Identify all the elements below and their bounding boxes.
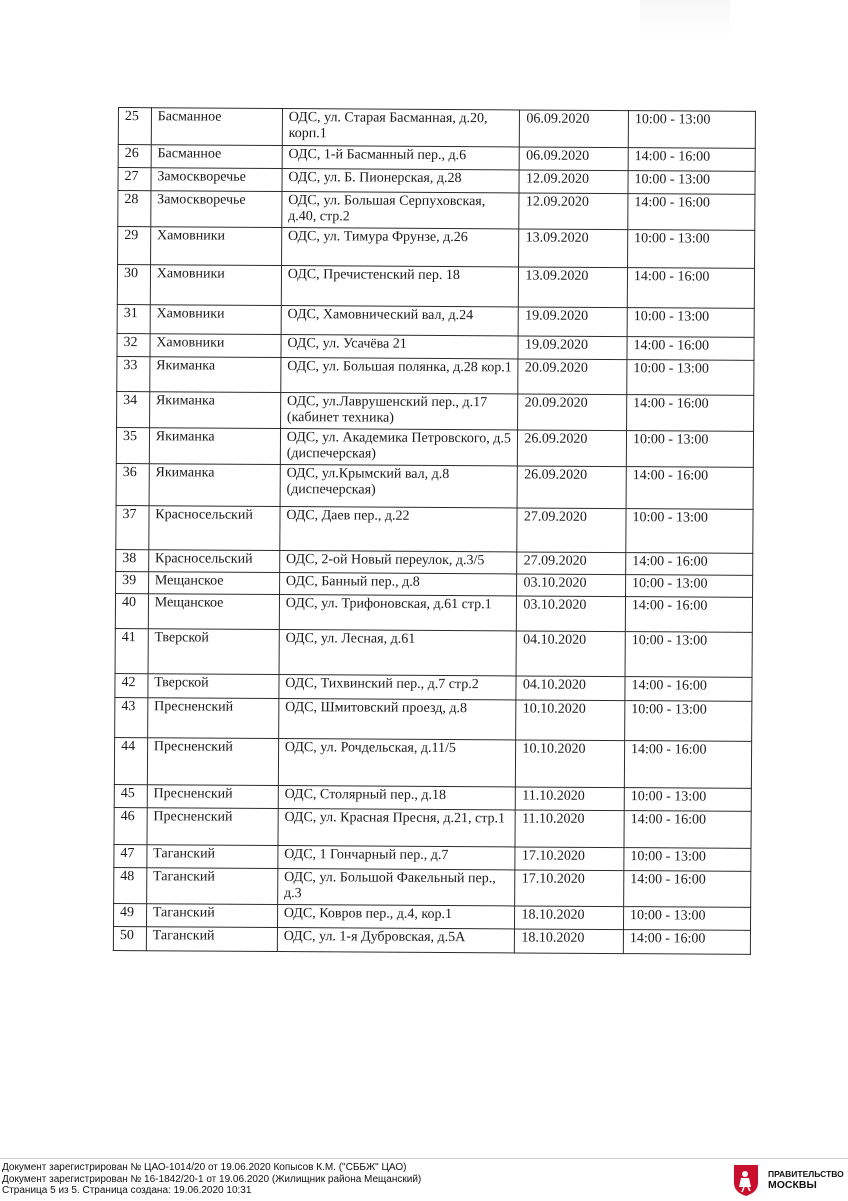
table-row (114, 737, 751, 788)
date-cell: 20.09.2020 (518, 359, 627, 395)
row-number: 29 (118, 227, 151, 265)
time-cell: 14:00 - 16:00 (628, 148, 755, 172)
row-number: 45 (114, 784, 147, 807)
time-cell: 14:00 - 16:00 (624, 871, 751, 908)
table-row (115, 593, 752, 632)
district-cell: Таганский (146, 904, 277, 928)
address-cell: ОДС, ул. Усачёва 21 (281, 334, 519, 358)
address-cell: ОДС, Даев пер., д.22 (280, 506, 518, 551)
date-cell: 19.09.2020 (519, 307, 628, 337)
date-cell: 17.10.2020 (515, 870, 624, 907)
address-cell: ОДС, ул. Рочдельская, д.11/5 (278, 738, 516, 786)
date-cell: 20.09.2020 (518, 394, 627, 431)
time-cell: 14:00 - 16:00 (624, 741, 751, 789)
district-cell: Басманное (151, 108, 282, 146)
date-cell: 18.10.2020 (515, 906, 624, 930)
district-cell: Красносельский (148, 550, 279, 573)
date-cell: 03.10.2020 (517, 574, 626, 597)
district-cell: Тверской (148, 674, 279, 699)
date-cell: 10.10.2020 (516, 740, 625, 788)
address-cell: ОДС, 1-й Басманный пер., д.6 (282, 146, 520, 170)
table-row (116, 505, 753, 553)
date-cell: 26.09.2020 (518, 430, 627, 467)
moscow-coat-of-arms-icon (732, 1163, 760, 1197)
date-cell: 06.09.2020 (520, 147, 629, 171)
row-number: 46 (114, 807, 147, 844)
district-cell: Мещанское (148, 572, 279, 595)
time-cell: 14:00 - 16:00 (623, 930, 750, 955)
time-cell: 10:00 - 13:00 (628, 171, 755, 195)
district-cell: Таганский (147, 845, 278, 869)
date-cell: 26.09.2020 (517, 466, 626, 509)
table-row (117, 356, 754, 395)
time-cell: 10:00 - 13:00 (624, 788, 751, 812)
table-row (115, 697, 752, 741)
district-cell: Пресненский (147, 698, 278, 739)
district-cell: Якиманка (149, 464, 280, 507)
row-number: 26 (118, 145, 151, 168)
time-cell: 10:00 - 13:00 (628, 230, 755, 269)
table-row (117, 265, 754, 309)
date-cell: 19.09.2020 (518, 336, 627, 360)
district-cell: Якиманка (150, 357, 281, 393)
address-cell: ОДС, ул. Большая полянка, д.28 кор.1 (281, 357, 519, 393)
time-cell: 10:00 - 13:00 (626, 575, 753, 598)
address-cell: ОДС, ул. Старая Басманная, д.20, корп.1 (282, 109, 520, 147)
date-cell: 17.10.2020 (515, 847, 624, 871)
row-number: 48 (114, 867, 147, 903)
date-cell: 18.10.2020 (515, 929, 624, 954)
row-number: 40 (115, 593, 148, 628)
district-cell: Пресненский (147, 785, 278, 809)
date-cell: 04.10.2020 (516, 631, 625, 677)
moscow-government-logo (732, 1163, 844, 1197)
logo-line-moscow: МОСКВЫ (768, 1179, 817, 1191)
address-cell: ОДС, Столярный пер., д.18 (278, 785, 516, 809)
row-number: 33 (117, 356, 150, 391)
row-number: 37 (116, 505, 149, 549)
date-cell: 13.09.2020 (519, 229, 628, 268)
date-cell: 03.10.2020 (517, 596, 626, 632)
address-cell: ОДС, Пречистенский пер. 18 (281, 266, 519, 307)
address-cell: ОДС, 1 Гончарный пер., д.7 (278, 845, 516, 869)
registration-footer (0, 1158, 848, 1201)
district-cell: Хамовники (150, 227, 281, 266)
row-number: 49 (113, 903, 146, 926)
time-cell: 14:00 - 16:00 (627, 268, 754, 309)
table-row (118, 108, 755, 149)
row-number: 32 (117, 333, 150, 356)
district-cell: Тверской (148, 629, 279, 675)
time-cell: 14:00 - 16:00 (626, 553, 753, 576)
time-cell: 10:00 - 13:00 (627, 308, 754, 338)
address-cell: ОДС, ул. Лесная, д.61 (279, 629, 517, 675)
page-info-line: Страница 5 из 5. Страница создана: 19.06.2020 10:31 (2, 1185, 252, 1196)
time-cell: 10:00 - 13:00 (627, 360, 754, 396)
table-row (114, 867, 751, 907)
row-number: 39 (116, 571, 149, 593)
address-cell: ОДС, Тихвинский пер., д.7 стр.2 (279, 674, 517, 699)
time-cell: 10:00 - 13:00 (624, 848, 751, 872)
table-row (115, 628, 752, 677)
logo-text (768, 1169, 844, 1191)
address-cell: ОДС, ул. Академика Петровского, д.5 (диспечерская) (280, 428, 518, 465)
address-cell: ОДС, ул. 1-я Дубровская, д.5А (277, 927, 515, 952)
table-row (116, 463, 753, 509)
date-cell: 06.09.2020 (520, 110, 629, 148)
row-number: 50 (113, 926, 146, 950)
time-cell: 10:00 - 13:00 (626, 509, 753, 554)
address-cell: ОДС, Хамовнический вал, д.24 (281, 306, 519, 336)
address-cell: ОДС, Ковров пер., д.4, кор.1 (277, 904, 515, 928)
district-cell: Таганский (146, 927, 277, 952)
table-row (118, 227, 755, 269)
row-number: 35 (116, 427, 149, 463)
address-cell: ОДС, ул.Крымский вал, д.8 (диспечерская) (280, 464, 518, 507)
district-cell: Таганский (146, 868, 277, 905)
district-cell: Якиманка (149, 392, 280, 429)
row-number: 41 (115, 628, 148, 673)
row-number: 31 (117, 304, 150, 333)
address-cell: ОДС, Шмитовский проезд, д.8 (278, 698, 516, 739)
address-cell: ОДС, ул. Большая Серпуховская, д.40, стр.2 (282, 192, 520, 229)
district-cell: Замоскворечье (151, 191, 282, 228)
district-cell: Хамовники (150, 305, 281, 335)
logo-line-government: ПРАВИТЕЛЬСТВО (768, 1169, 844, 1179)
address-cell: ОДС, ул.Лаврушенский пер., д.17 (кабинет техника) (280, 392, 518, 429)
scan-artifact (640, 0, 730, 40)
address-cell: ОДС, 2-ой Новый переулок, д.3/5 (280, 550, 518, 573)
district-cell: Хамовники (150, 265, 281, 306)
registration-info (2, 1162, 421, 1197)
district-cell: Красносельский (149, 506, 280, 551)
registration-line: Документ зарегистрирован № 16-1842/20-1 от 19.06.2020 (Жилищник района Мещанский) (2, 1173, 422, 1185)
schedule-table (113, 107, 756, 955)
date-cell: 10.10.2020 (516, 700, 625, 741)
row-number: 36 (116, 463, 149, 505)
time-cell: 10:00 - 13:00 (625, 632, 752, 678)
table-row (113, 926, 750, 954)
date-cell: 27.09.2020 (517, 552, 626, 575)
row-number: 42 (115, 673, 148, 697)
row-number: 47 (114, 844, 147, 867)
row-number: 30 (117, 265, 150, 305)
district-cell: Пресненский (147, 808, 278, 846)
table-row (114, 807, 751, 848)
time-cell: 10:00 - 13:00 (628, 111, 755, 149)
district-cell: Пресненский (147, 738, 278, 786)
date-cell: 12.09.2020 (519, 193, 628, 230)
table-row (117, 304, 754, 337)
address-cell: ОДС, ул. Тимура Фрунзе, д.26 (281, 228, 519, 267)
row-number: 28 (118, 191, 151, 227)
address-cell: ОДС, Банный пер., д.8 (279, 572, 517, 595)
date-cell: 27.09.2020 (517, 508, 626, 553)
address-cell: ОДС, ул. Красная Пресня, д.21, стр.1 (278, 808, 516, 846)
row-number: 38 (116, 549, 149, 571)
time-cell: 14:00 - 16:00 (627, 337, 754, 361)
time-cell: 14:00 - 16:00 (624, 811, 751, 849)
row-number: 27 (118, 168, 151, 191)
time-cell: 14:00 - 16:00 (625, 677, 752, 702)
table-row (118, 191, 755, 231)
time-cell: 10:00 - 13:00 (623, 907, 750, 931)
table-row (117, 391, 754, 431)
district-cell: Мещанское (148, 594, 279, 630)
district-cell: Хамовники (150, 334, 281, 358)
row-number: 44 (114, 737, 147, 784)
table-row (116, 427, 753, 467)
district-cell: Басманное (151, 145, 282, 169)
time-cell: 14:00 - 16:00 (627, 395, 754, 432)
time-cell: 14:00 - 16:00 (626, 467, 753, 510)
date-cell: 11.10.2020 (516, 787, 625, 811)
row-number: 25 (118, 108, 151, 145)
date-cell: 13.09.2020 (519, 267, 628, 308)
date-cell: 12.09.2020 (519, 170, 628, 194)
row-number: 34 (117, 391, 150, 427)
date-cell: 04.10.2020 (516, 676, 625, 701)
registration-line: Документ зарегистрирован № ЦАО-1014/20 от 19.06.2020 Копысов К.М. ("СББЖ" ЦАО) (2, 1162, 407, 1173)
district-cell: Якиманка (149, 428, 280, 465)
address-cell: ОДС, ул. Б. Пионерская, д.28 (282, 169, 520, 193)
address-cell: ОДС, ул. Большой Факельный пер., д.3 (277, 868, 515, 905)
time-cell: 10:00 - 13:00 (626, 431, 753, 468)
time-cell: 10:00 - 13:00 (625, 701, 752, 742)
time-cell: 14:00 - 16:00 (625, 597, 752, 633)
address-cell: ОДС, ул. Трифоновская, д.61 стр.1 (279, 594, 517, 630)
row-number: 43 (115, 697, 148, 737)
time-cell: 14:00 - 16:00 (628, 194, 755, 231)
district-cell: Замоскворечье (151, 168, 282, 192)
date-cell: 11.10.2020 (515, 810, 624, 848)
